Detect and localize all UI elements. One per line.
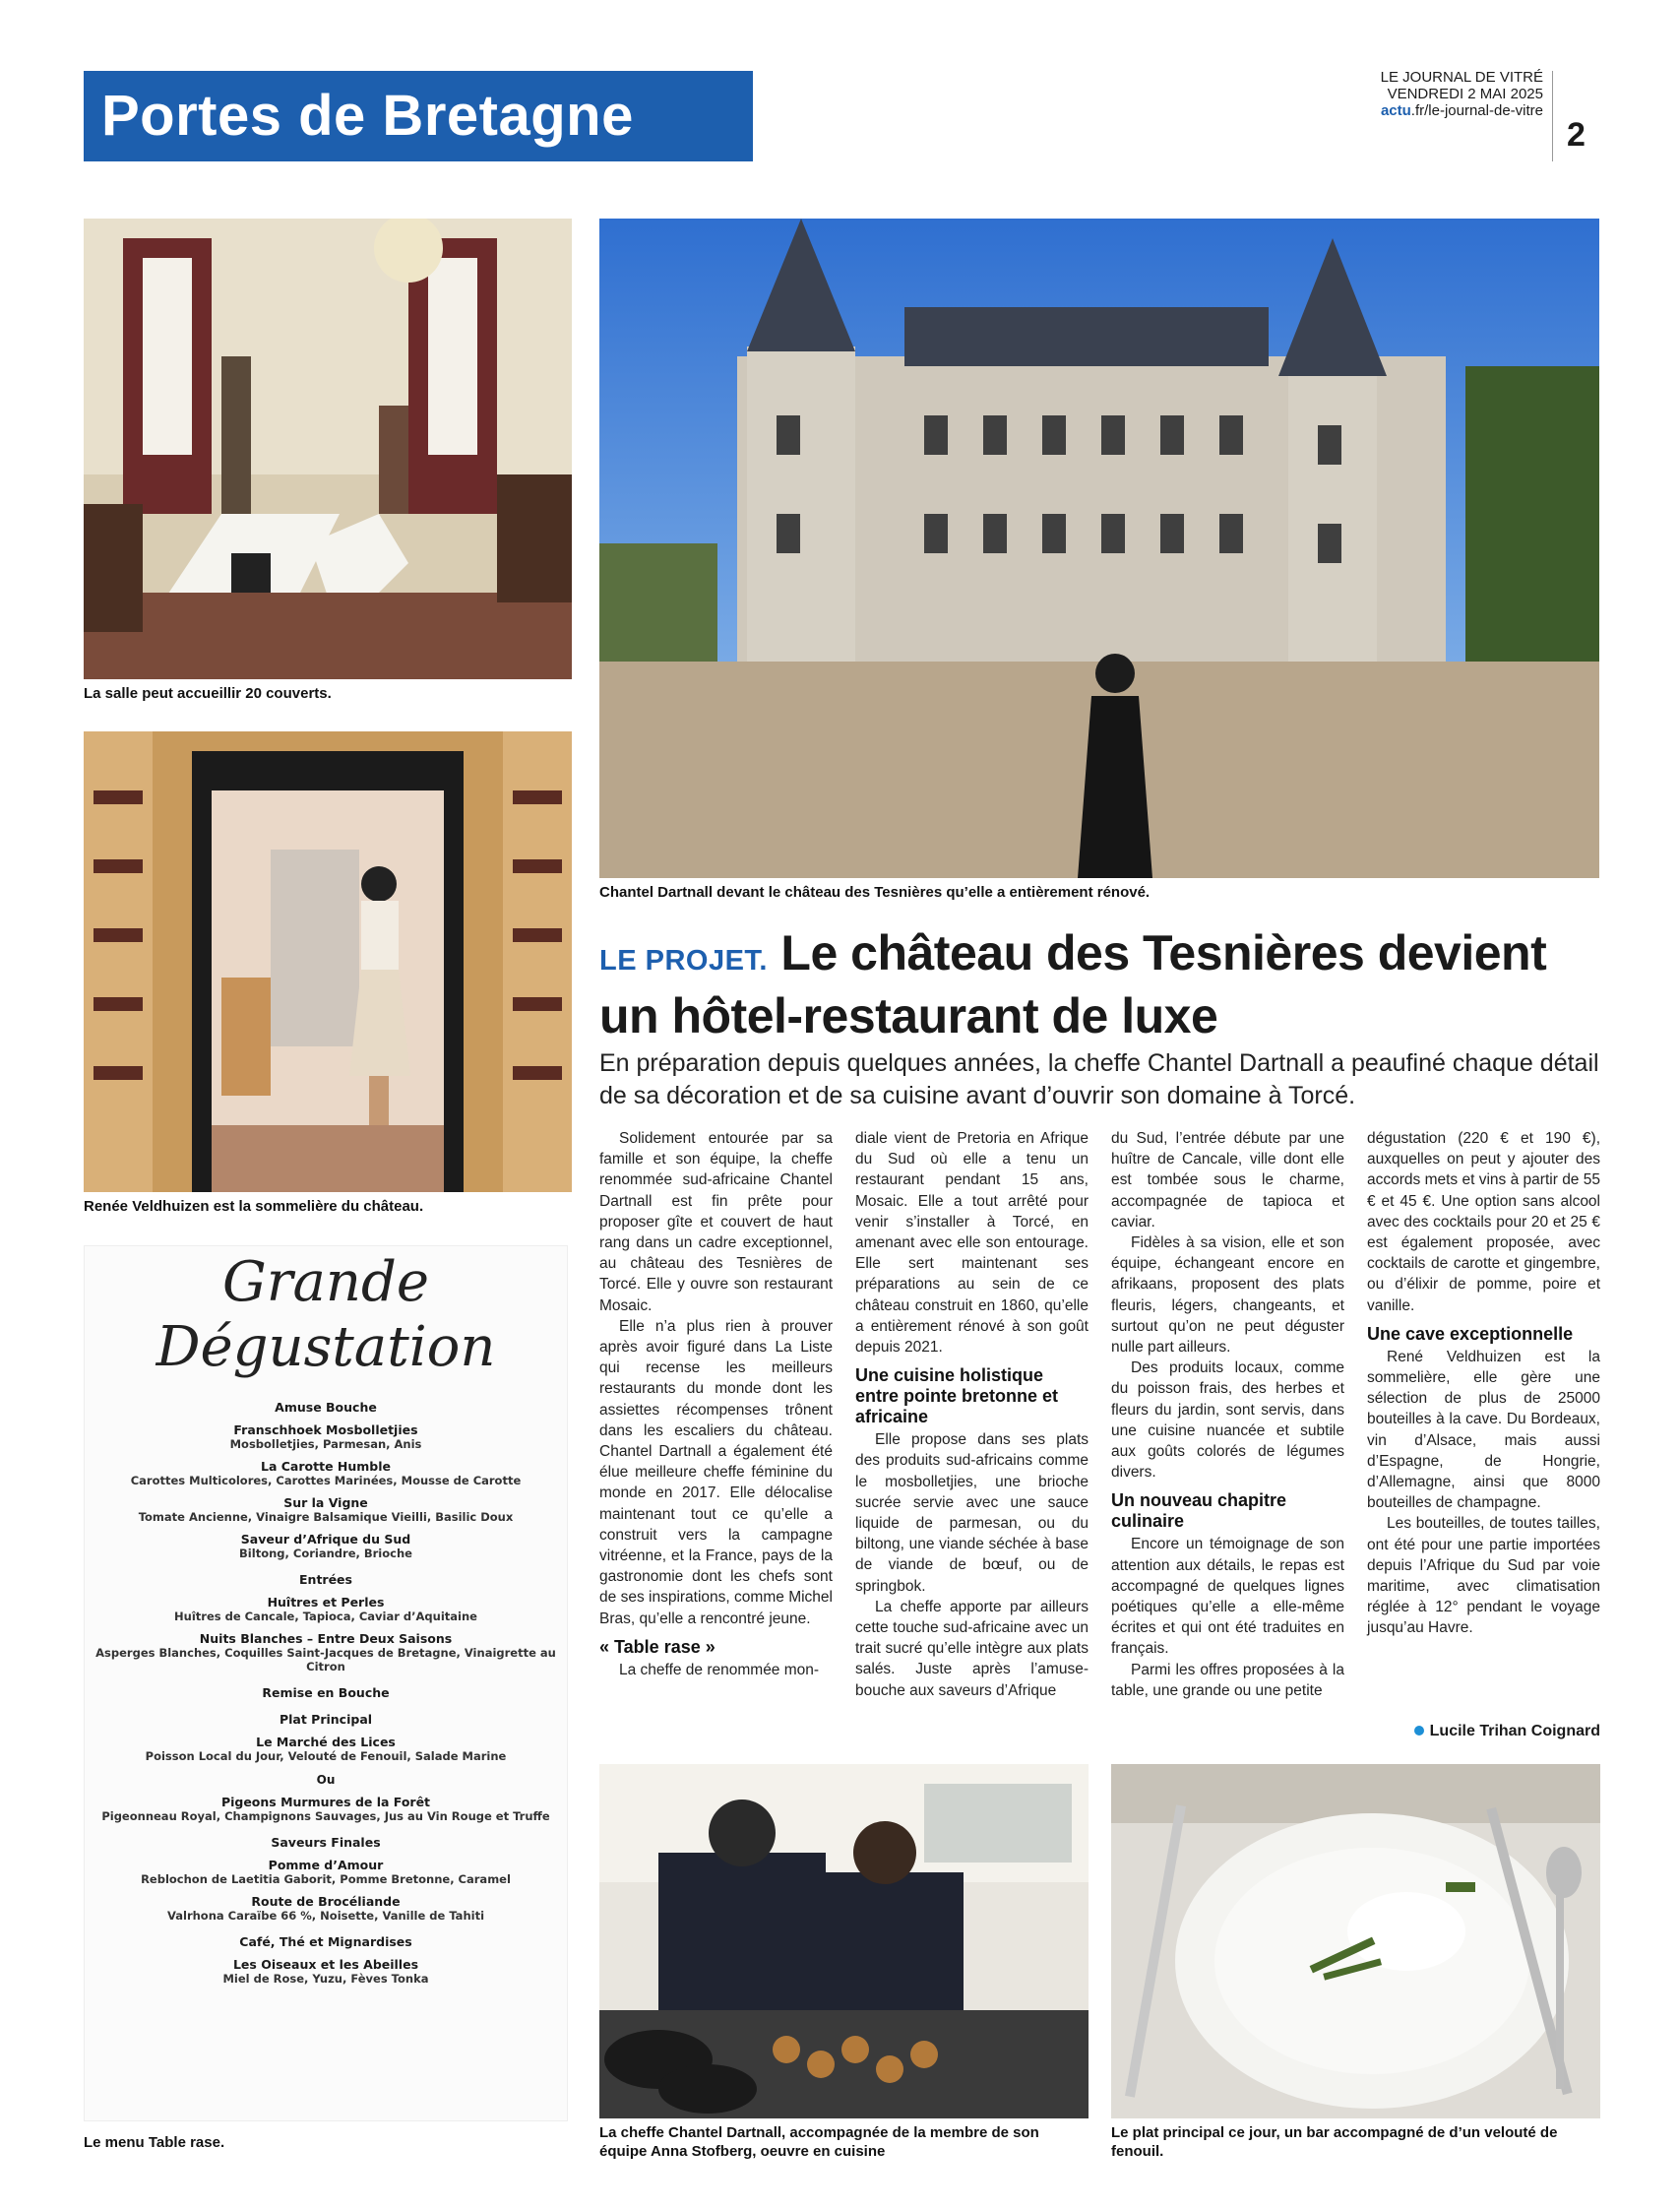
subhead: Une cuisine holistique entre pointe bretonne et africaine [855,1365,1059,1427]
menu-dish-name: Sur la Vigne [283,1495,368,1510]
menu-dish-name: Pomme d’Amour [268,1858,384,1872]
photo-chateau [599,219,1599,878]
byline-name: Lucile Trihan Coignard [1429,1723,1600,1739]
headline-text: Le château des Tesnières devient un hôtel-restaurant de luxe [599,925,1547,1043]
paragraph: René Veldhuizen est la sommelière, elle gère une sélection de plus de 25000 bouteilles à la cave. Du Bordeaux, vin d’Alsace, mais aussi d’Espagne, de Hongrie, d’Allemagne, ainsi que 8000 bouteilles de champagne. [1367,1348,1600,1512]
paragraph: Des produits locaux, comme du poisson frais, des herbes et fleurs du jardin, sont servis, dans une cuisine nuancée et subtile aux goûts colorés de légumes divers. [1111,1359,1344,1482]
menu-dish-name: Les Oiseaux et les Abeilles [232,1957,419,1972]
menu-dish-desc: Tomate Ancienne, Vinaigre Balsamique Vieilli, Basilic Doux [138,1510,514,1524]
site-path: .fr/le-journal-de-vitre [1410,102,1543,119]
kicker: LE PROJET. [599,945,768,977]
menu-dish-name: Route de Brocéliande [251,1894,401,1909]
caption-salle: La salle peut accueillir 20 couverts. [84,685,332,702]
photo-cuisine [599,1764,1089,2118]
menu-section: Remise en Bouche [262,1685,390,1700]
menu-dish-desc: Asperges Blanches, Coquilles Saint-Jacques de Bretagne, Vinaigrette au Citron [95,1646,556,1673]
article-column-4 [1367,1128,1600,1639]
menu-dish-name: Franschhoek Mosbolletjies [233,1422,418,1437]
caption-menu: Le menu Table rase. [84,2134,225,2151]
paragraph: Solidement entourée par sa famille et son équipe, la cheffe renommée sud-africaine Chantel Dartnall est fin prête pour proposer gîte et couvert de haut rang dans un cadre exceptionnel, au château des Tesnières de Torcé. Elle y ouvre son restaurant Mosaic. [599,1130,833,1314]
deck: En préparation depuis quelques années, la cheffe Chantel Dartnall a peaufiné chaque détail de sa décoration et de sa cuisine avant d’ouvrir son domaine à Torcé. [599,1049,1599,1109]
section-banner: Portes de Bretagne [84,71,753,161]
menu-list [85,1400,567,1986]
menu-dish-desc: Mosbolletjies, Parmesan, Anis [229,1437,422,1451]
article-column-1 [599,1128,833,1680]
menu-section: Café, Thé et Mignardises [239,1934,412,1949]
paragraph: La cheffe de renommée mon- [619,1661,820,1678]
menu-dish-desc: Biltong, Coriandre, Brioche [239,1547,412,1560]
menu-dish-name: Saveur d’Afrique du Sud [240,1532,411,1547]
menu-dish-name: Pigeons Murmures de la Forêt [220,1795,431,1809]
caption-cuisine: La cheffe Chantel Dartnall, accompagnée de la membre de son équipe Anna Stofberg, oeuvre en cuisine [599,2124,1039,2160]
menu-dish-desc: Miel de Rose, Yuzu, Fèves Tonka [222,1972,429,1986]
menu-title-line-2: Dégustation [156,1315,496,1379]
menu-dish-name: Huîtres et Perles [267,1595,385,1610]
menu-section: Amuse Bouche [275,1400,377,1415]
meta-divider [1552,71,1553,161]
paper-name: LE JOURNAL DE VITRÉ [1380,69,1543,86]
menu-section: Plat Principal [279,1712,373,1727]
caption-chateau: Chantel Dartnall devant le château des Tesnières qu’elle a entièrement rénové. [599,884,1151,901]
site-brand: actu [1380,102,1411,119]
page-number: 2 [1567,116,1586,154]
photo-plat [1111,1764,1600,2118]
menu-dish-desc: Poisson Local du Jour, Velouté de Fenouil, Salade Marine [145,1749,507,1763]
menu-title-line-1: Grande [222,1250,429,1314]
menu-dish-name: Le Marché des Lices [256,1735,396,1749]
paragraph: Encore un témoignage de son attention aux détails, le repas est accompagné de quelques lignes poétiques qu’elle a elle-même écrites et qui ont été traduites en français. [1111,1536,1344,1658]
paper-site[interactable] [1230,102,1543,119]
paragraph: du Sud, l’entrée débute par une huître de Cancale, ville dont elle est tombée sous le charme, accompagnée de tapioca et caviar. [1111,1130,1344,1231]
menu-dish-desc: Pigeonneau Royal, Champignons Sauvages, Jus au Vin Rouge et Truffe [101,1809,550,1823]
paper-date: VENDREDI 2 MAI 2025 [1387,86,1543,102]
paragraph: diale vient de Pretoria en Afrique du Sud où elle a tenu un restaurant pendant 15 ans, Mosaic. Elle a tout arrêté pour venir s’installer à Torcé, en amenant avec elle son entourage. Elle sert maintenant ses préparations au sein de ce château construit en 1860, qu’elle a entièrement rénové à son goût depuis 2021. [855,1130,1089,1357]
menu-dish-desc: Reblochon de Laetitia Gaborit, Pomme Bretonne, Caramel [141,1872,511,1886]
paragraph: Elle n’a plus rien à prouver après avoir figuré dans La Liste qui recense les meilleurs restaurants du monde dont les assiettes récompenses trônent dans les escaliers du château. Chantel Dartnall a également été élue meilleure cheffe féminine du monde en 2017. Elle délocalise maintenant tout ce qu’elle a construit vers la campagne vitréenne, et la France, pays de la gastronomie dont les chefs sont de ses inspirations, comme Michel Bras, qu’elle a rencontré jeune. [599,1317,833,1627]
paper-meta [1230,69,1543,119]
menu-dish-desc: Huîtres de Cancale, Tapioca, Caviar d’Aquitaine [174,1610,477,1623]
photo-dining-room [84,219,572,679]
menu-section: Saveurs Finales [271,1835,381,1850]
paragraph: La cheffe apporte par ailleurs cette touche sud-africaine avec un trait sucré qu’elle intègre aux plats salés. Juste après l’amuse-bouche aux saveurs d’Afrique [855,1598,1089,1699]
menu-or: Ou [316,1773,336,1787]
menu-dish-name: Nuits Blanches – Entre Deux Saisons [199,1631,453,1646]
paragraph: Fidèles à sa vision, elle et son équipe, échangeant encore en afrikaans, proposent des plats fleuris, légers, changeants, et surtout qu’on ne peut déguster nulle part ailleurs. [1111,1234,1344,1357]
article-column-3 [1111,1128,1344,1701]
paragraph: dégustation (220 € et 190 €), auxquelles on peut y ajouter des accords mets et vins à partir de 55 € et 45 €. Une option sans alcool avec des cocktails pour 20 et 25 € est également proposée, avec cocktails de carotte et gingembre, ou d’élixir de pomme, poire et vanille. [1367,1130,1600,1314]
subhead: Une cave exceptionnelle [1367,1323,1574,1344]
headline-block [599,925,1599,1043]
paragraph: Les bouteilles, de toutes tailles, ont été pour une partie importées depuis l’Afrique du Sud par voie maritime, avec climatisation réglée à 12° pendant le voyage jusqu’au Havre. [1367,1515,1600,1637]
menu-dish-name: La Carotte Humble [261,1459,391,1474]
paragraph: Elle propose dans ses plats des produits sud-africains comme le mosbolletjies, une brioche sucrée servie avec une sauce liquide de parmesan, ou du biltong, une viande séchée à base de viande de bœuf, ou de springbok. [855,1431,1089,1595]
menu-card [84,1245,568,2121]
caption-plat: Le plat principal ce jour, un bar accompagné de d’un velouté de fenouil. [1111,2124,1558,2160]
byline-dot-icon [1414,1726,1424,1736]
paragraph: Parmi les offres proposées à la table, une grande ou une petite [1111,1661,1344,1699]
caption-sommeliere: Renée Veldhuizen est la sommelière du château. [84,1198,424,1215]
subhead: « Table rase » [599,1636,716,1657]
subhead: Un nouveau chapitre culinaire [1111,1490,1287,1532]
byline [1367,1723,1600,1740]
menu-dish-desc: Carottes Multicolores, Carottes Marinées, Mousse de Carotte [130,1474,522,1487]
menu-title [85,1250,567,1380]
menu-section: Entrées [299,1572,352,1587]
menu-dish-desc: Valrhona Caraïbe 66 %, Noisette, Vanille de Tahiti [166,1909,485,1923]
headline [599,925,1599,1043]
photo-sommeliere [84,731,572,1192]
article-column-2 [855,1128,1089,1701]
